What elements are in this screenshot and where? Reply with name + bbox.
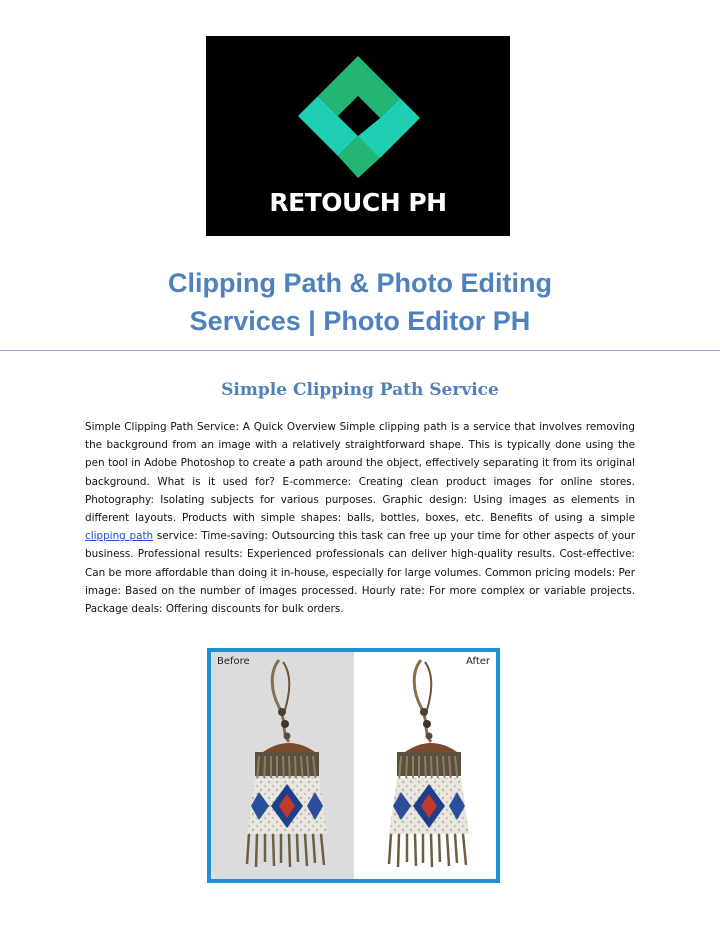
page-title <box>0 264 720 340</box>
beaded-bag-illustration <box>211 652 496 879</box>
before-after-image <box>207 648 500 883</box>
title-line-2: Services | Photo Editor PH <box>189 306 531 336</box>
before-label: Before <box>217 656 250 667</box>
title-divider <box>0 350 720 351</box>
clipping-path-link[interactable]: clipping path <box>85 530 154 543</box>
body-text-part-1: Simple Clipping Path Service: A Quick Overview Simple clipping path is a service that involves removing the background from an image with a relatively straightforward shape. This is typically done using the pen tool in Adobe Photoshop to create a path around the object, effectively separating it from its original background. What is it used for? E-commerce: Creating clean product images for online stores. Photography: Isolating subjects for various purposes. Graphic design: Using images as elements in different layouts. Products with simple shapes: balls, bottles, boxes, etc. Benefits of using a simple <box>85 421 635 525</box>
section-heading: Simple Clipping Path Service <box>221 380 499 400</box>
logo-brand-text: RETOUCH PH <box>269 188 447 217</box>
after-label: After <box>465 656 490 667</box>
title-line-1: Clipping Path & Photo Editing <box>168 268 552 298</box>
section-body <box>85 418 635 618</box>
body-text-part-2: service: Time-saving: Outsourcing this task can free up your time for other aspects of your business. Professional results: Experienced professionals can deliver high-quality results. Cost-effective: Can be more affordable than doing it in-house, especially for large volumes. Common pricing models: Per image: Based on the number of images processed. Hourly rate: For more complex or variable projects. Package deals: Offering discounts for bulk orders. <box>85 530 636 616</box>
retouch-ph-logo <box>206 36 510 236</box>
